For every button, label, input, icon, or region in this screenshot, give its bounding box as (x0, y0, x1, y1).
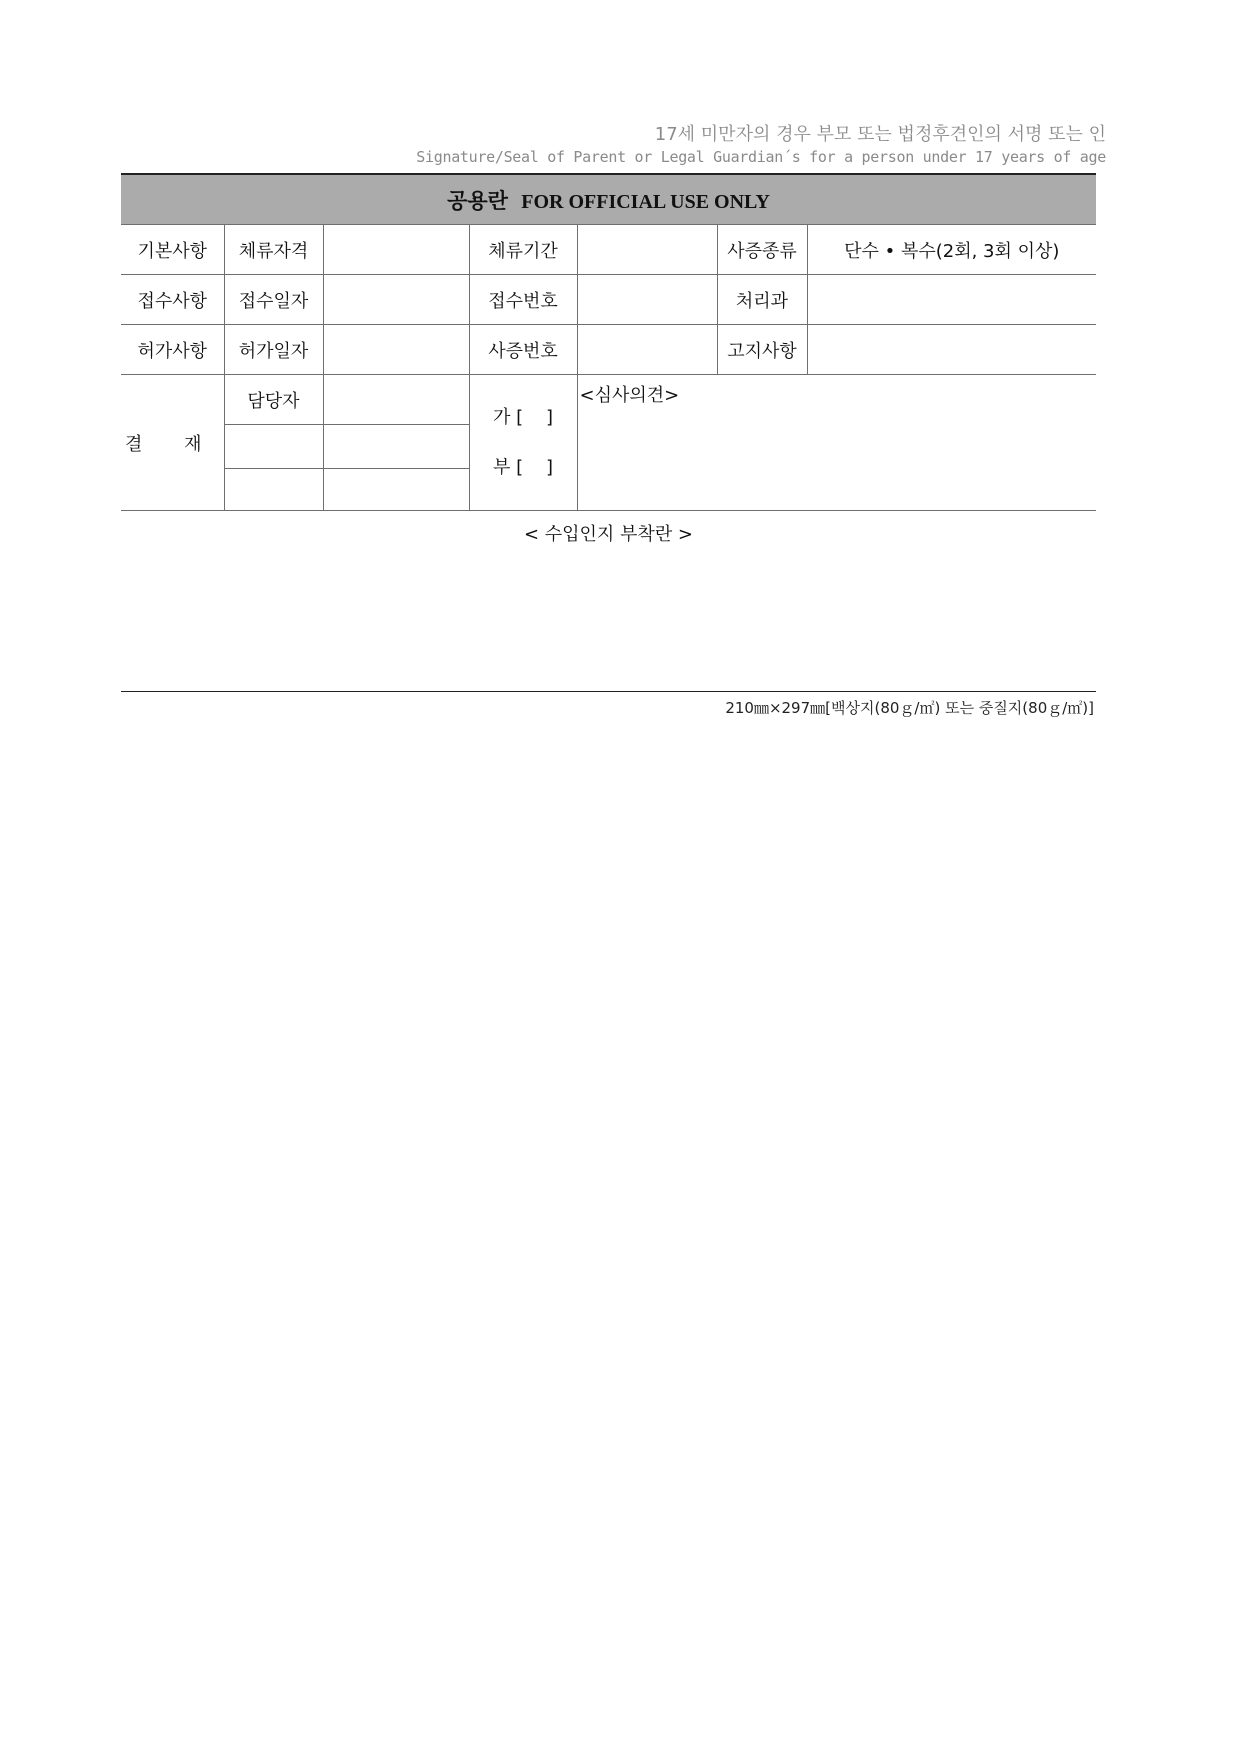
official-use-title-en: FOR OFFICIAL USE ONLY (521, 190, 770, 213)
visa-number-field[interactable] (577, 325, 717, 375)
receipt-number-field[interactable] (577, 275, 717, 325)
visa-number-label: 사증번호 (469, 325, 577, 375)
notice-field[interactable] (807, 325, 1096, 375)
table-row (121, 325, 1096, 375)
receipt-date-label: 접수일자 (224, 275, 323, 325)
receipt-number-label: 접수번호 (469, 275, 577, 325)
reject-checkbox[interactable]: 부 [ ] (492, 456, 554, 478)
approval-label: 결 재 (121, 375, 224, 511)
approver-sign-field[interactable] (323, 469, 469, 511)
official-use-title (121, 174, 1096, 225)
table-row (121, 225, 1096, 275)
decision-cell (469, 375, 577, 511)
permit-date-label: 허가일자 (224, 325, 323, 375)
official-use-title-ko: 공용란 (447, 188, 508, 213)
person-in-charge-label: 담당자 (224, 375, 323, 425)
processing-dept-field[interactable] (807, 275, 1096, 325)
visa-type-value: 단수 • 복수(2회, 3회 이상) (807, 225, 1096, 275)
basic-info-label: 기본사항 (121, 225, 224, 275)
status-of-stay-field[interactable] (323, 225, 469, 275)
review-opinion-label: <심사의견> (579, 385, 680, 406)
guardian-signature-note-korean: 17세 미만자의 경우 부모 또는 법정후견인의 서명 또는 인 (654, 124, 1106, 145)
visa-type-label: 사증종류 (717, 225, 807, 275)
review-opinion-field[interactable] (577, 375, 1096, 511)
period-of-stay-field[interactable] (577, 225, 717, 275)
status-of-stay-label: 체류자격 (224, 225, 323, 275)
guardian-signature-note (416, 124, 1106, 168)
approver-title-field[interactable] (224, 469, 323, 511)
receipt-info-label: 접수사항 (121, 275, 224, 325)
divider (121, 691, 1096, 692)
table-row (121, 375, 1096, 425)
guardian-signature-note-english: Signature/Seal of Parent or Legal Guardian´s for a person under 17 years of age (416, 148, 1106, 166)
approve-checkbox[interactable]: 가 [ ] (492, 406, 554, 428)
table-row (121, 275, 1096, 325)
period-of-stay-label: 체류기간 (469, 225, 577, 275)
approver-title-field[interactable] (224, 425, 323, 469)
revenue-stamp-label: < 수입인지 부착란 > (523, 524, 694, 545)
official-use-table (121, 173, 1096, 511)
paper-spec: 210㎜×297㎜[백상지(80ｇ/㎡) 또는 중질지(80ｇ/㎡)] (725, 699, 1094, 717)
person-in-charge-sign-field[interactable] (323, 375, 469, 425)
processing-dept-label: 처리과 (717, 275, 807, 325)
receipt-date-field[interactable] (323, 275, 469, 325)
permit-date-field[interactable] (323, 325, 469, 375)
approver-sign-field[interactable] (323, 425, 469, 469)
permit-info-label: 허가사항 (121, 325, 224, 375)
notice-label: 고지사항 (717, 325, 807, 375)
